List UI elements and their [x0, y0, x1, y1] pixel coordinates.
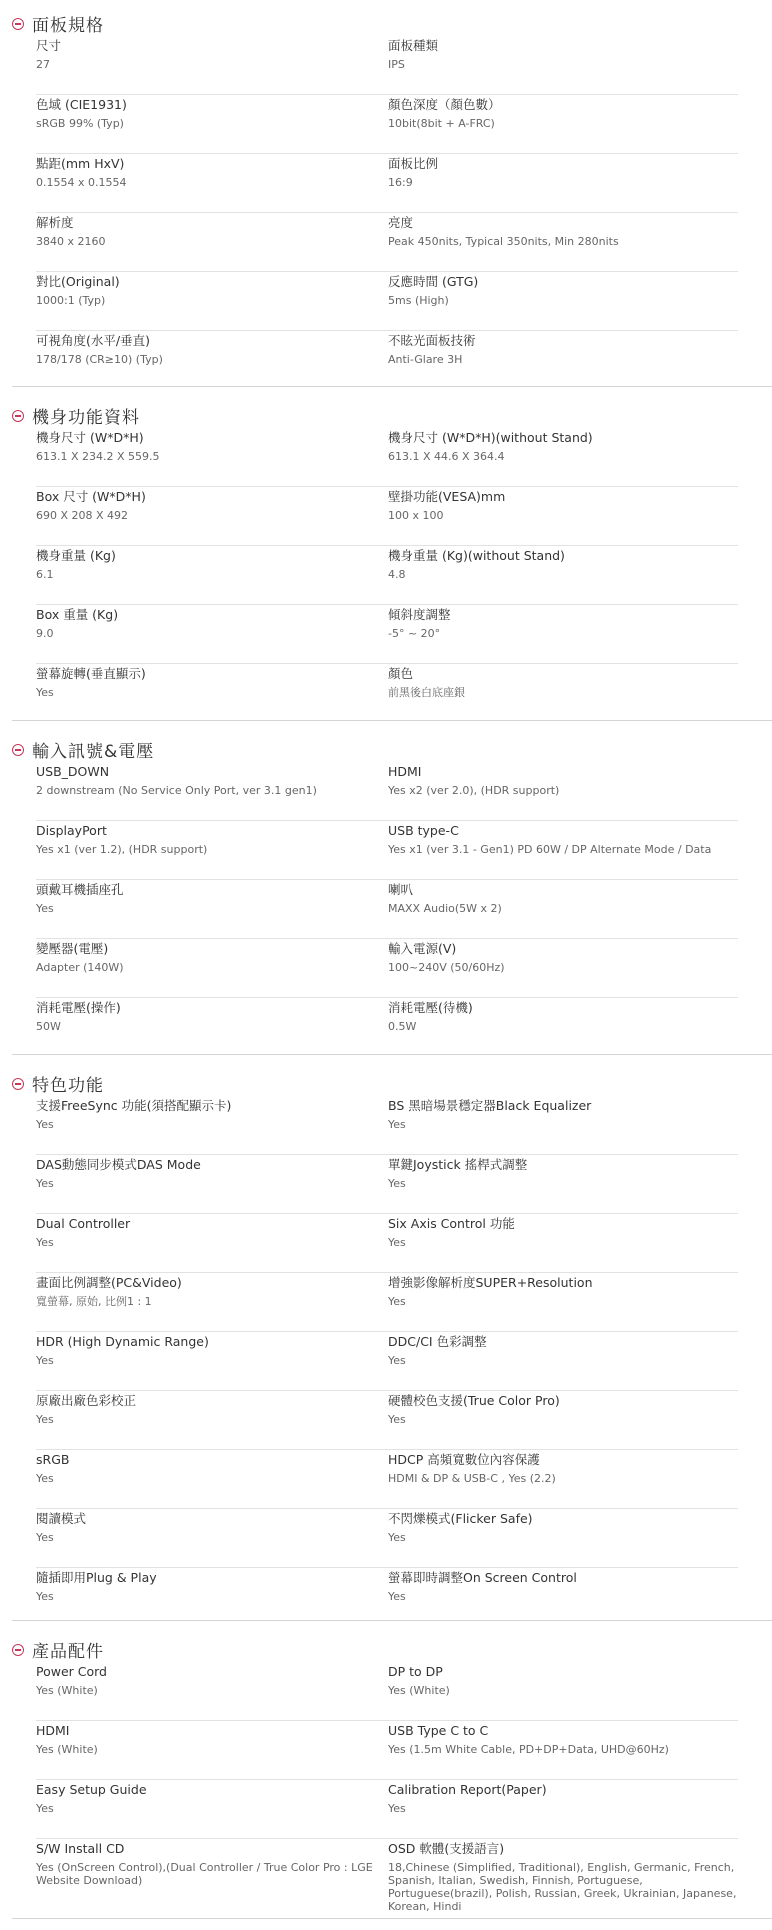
spec-row: [36, 1509, 738, 1568]
spec-row: [36, 154, 738, 213]
spec-rows: [36, 428, 738, 722]
spec-value: Yes: [36, 1531, 54, 1544]
spec-item: [36, 156, 376, 189]
section-header[interactable]: [0, 6, 772, 36]
spec-label: 閱讀模式: [36, 1511, 87, 1526]
spec-label: Easy Setup Guide: [36, 1782, 147, 1797]
spec-label: 壁掛功能(VESA)mm: [388, 489, 506, 504]
spec-label: 機身重量 (Kg): [36, 548, 116, 563]
spec-label: BS 黑暗場景穩定器Black Equalizer: [388, 1098, 592, 1113]
spec-label: 不眩光面板技術: [388, 333, 476, 348]
spec-value: 3840 x 2160: [36, 235, 106, 248]
spec-value: Yes (White): [388, 1684, 450, 1697]
spec-label: 解析度: [36, 215, 74, 230]
spec-value: Yes: [36, 686, 54, 699]
spec-item: [36, 607, 376, 640]
spec-row: [36, 487, 738, 546]
spec-row: [36, 1214, 738, 1273]
spec-item: [388, 666, 738, 699]
spec-item: [388, 489, 738, 522]
spec-rows: [36, 1662, 738, 1919]
section-title: 機身功能資料: [32, 408, 140, 428]
spec-value: Yes: [388, 1295, 406, 1308]
spec-label: 變壓器(電壓): [36, 941, 109, 956]
spec-value: Yes: [388, 1413, 406, 1426]
spec-value: Yes: [36, 1590, 54, 1603]
spec-label: 隨插即用Plug & Play: [36, 1570, 157, 1585]
spec-row: [36, 36, 738, 95]
spec-item: [36, 1216, 376, 1249]
spec-label: HDMI: [388, 764, 422, 779]
spec-value: 10bit(8bit + A-FRC): [388, 117, 495, 130]
spec-value: Yes: [388, 1590, 406, 1603]
spec-row: [36, 1450, 738, 1509]
collapse-minus-icon[interactable]: [12, 410, 24, 422]
spec-value: 0.5W: [388, 1020, 417, 1033]
spec-rows: [36, 1096, 738, 1626]
spec-label: HDCP 高頻寬數位內容保護: [388, 1452, 540, 1467]
spec-item: [388, 430, 738, 463]
spec-label: 不閃爍模式(Flicker Safe): [388, 1511, 533, 1526]
spec-value: 4.8: [388, 568, 406, 581]
spec-item: [388, 1334, 738, 1367]
spec-value: Yes x1 (ver 1.2), (HDR support): [36, 843, 208, 856]
spec-row: [36, 1780, 738, 1839]
spec-value: Yes (1.5m White Cable, PD+DP+Data, UHD@60Hz): [388, 1743, 669, 1756]
spec-item: [388, 1723, 738, 1756]
section-divider: [12, 1918, 772, 1919]
spec-item: [388, 1511, 738, 1544]
spec-section: [0, 1066, 772, 1622]
section-divider: [12, 720, 772, 721]
collapse-minus-icon[interactable]: [12, 18, 24, 30]
spec-value: 16:9: [388, 176, 413, 189]
spec-item: [388, 1275, 738, 1308]
section-title: 輸入訊號&電壓: [32, 742, 155, 762]
spec-item: [388, 38, 738, 71]
spec-label: DDC/CI 色彩調整: [388, 1334, 487, 1349]
spec-item: [36, 38, 376, 71]
spec-value: Yes: [36, 1354, 54, 1367]
spec-label: USB Type C to C: [388, 1723, 489, 1738]
spec-item: [388, 1216, 738, 1249]
spec-value: Anti-Glare 3H: [388, 353, 463, 366]
spec-item: [36, 1841, 376, 1887]
spec-label: 支援FreeSync 功能(須搭配顯示卡): [36, 1098, 232, 1113]
section-header[interactable]: [0, 1066, 772, 1096]
spec-label: DP to DP: [388, 1664, 443, 1679]
spec-label: Power Cord: [36, 1664, 107, 1679]
spec-value: Yes: [36, 1802, 54, 1815]
spec-item: [36, 666, 376, 699]
spec-item: [388, 156, 738, 189]
spec-value: MAXX Audio(5W x 2): [388, 902, 502, 915]
spec-value: Yes: [36, 1177, 54, 1190]
spec-item: [36, 941, 376, 974]
spec-item: [36, 97, 376, 130]
spec-label: Calibration Report(Paper): [388, 1782, 547, 1797]
spec-value: 前黑後白底座銀: [388, 686, 465, 699]
spec-value: Yes (White): [36, 1743, 98, 1756]
spec-value: Yes: [36, 902, 54, 915]
spec-label: DisplayPort: [36, 823, 107, 838]
spec-value: 2 downstream (No Service Only Port, ver 3.1 gen1): [36, 784, 317, 797]
spec-rows: [36, 762, 738, 1056]
spec-item: [388, 882, 738, 915]
spec-value: Yes: [388, 1177, 406, 1190]
spec-row: [36, 213, 738, 272]
section-header[interactable]: [0, 398, 772, 428]
section-header[interactable]: [0, 732, 772, 762]
spec-row: [36, 331, 738, 389]
spec-value: Yes: [388, 1236, 406, 1249]
spec-label: 畫面比例調整(PC&Video): [36, 1275, 182, 1290]
spec-item: [388, 1157, 738, 1190]
spec-item: [36, 1782, 376, 1815]
spec-row: [36, 1721, 738, 1780]
spec-item: [36, 764, 376, 797]
spec-value: 27: [36, 58, 50, 71]
spec-label: 反應時間 (GTG): [388, 274, 479, 289]
spec-item: [388, 1393, 738, 1426]
spec-item: [388, 1841, 738, 1913]
spec-label: 面板種類: [388, 38, 439, 53]
section-divider: [12, 386, 772, 387]
spec-label: 色域 (CIE1931): [36, 97, 127, 112]
spec-value: 18,Chinese (Simplified, Traditional), English, Germanic, French, Spanish, Italian, Swedish, Finnish, Portuguese, Portuguese(brazil), Polish, Russian, Greek, Ukrainian, Japanese, Korean, Hindi: [388, 1861, 737, 1913]
spec-item: [36, 1098, 376, 1131]
spec-item: [388, 548, 738, 581]
spec-row: [36, 821, 738, 880]
spec-label: 機身尺寸 (W*D*H)(without Stand): [388, 430, 593, 445]
spec-item: [36, 489, 376, 522]
spec-label: 機身尺寸 (W*D*H): [36, 430, 144, 445]
section-header[interactable]: [0, 1632, 772, 1662]
spec-label: Six Axis Control 功能: [388, 1216, 515, 1231]
spec-item: [36, 1511, 376, 1544]
spec-item: [388, 607, 738, 640]
spec-section: [0, 398, 772, 722]
spec-value: Yes: [36, 1413, 54, 1426]
spec-row: [36, 1096, 738, 1155]
section-divider: [12, 1054, 772, 1055]
section-title: 面板規格: [32, 16, 104, 36]
spec-value: 0.1554 x 0.1554: [36, 176, 127, 189]
spec-item: [388, 274, 738, 307]
spec-item: [36, 1000, 376, 1033]
spec-row: [36, 1662, 738, 1721]
spec-label: 頭戴耳機插座孔: [36, 882, 124, 897]
spec-item: [388, 1098, 738, 1131]
spec-section: [0, 6, 772, 388]
spec-value: 50W: [36, 1020, 61, 1033]
spec-row: [36, 1568, 738, 1626]
spec-label: OSD 軟體(支援語言): [388, 1841, 505, 1856]
spec-item: [388, 215, 738, 248]
spec-row: [36, 1155, 738, 1214]
spec-label: 原廠出廠色彩校正: [36, 1393, 137, 1408]
spec-row: [36, 428, 738, 487]
spec-value: 1000:1 (Typ): [36, 294, 106, 307]
spec-item: [388, 941, 738, 974]
section-title: 特色功能: [32, 1076, 104, 1096]
collapse-minus-icon[interactable]: [12, 1644, 24, 1656]
spec-value: Yes x2 (ver 2.0), (HDR support): [388, 784, 560, 797]
spec-label: 傾斜度調整: [388, 607, 451, 622]
spec-value: Yes x1 (ver 3.1 - Gen1) PD 60W / DP Alternate Mode / Data: [388, 843, 712, 856]
spec-item: [388, 764, 738, 797]
spec-value: 寬螢幕, 原始, 比例1 : 1: [36, 1295, 152, 1308]
spec-item: [36, 430, 376, 463]
spec-value: Yes: [36, 1118, 54, 1131]
spec-label: 機身重量 (Kg)(without Stand): [388, 548, 565, 563]
spec-item: [36, 1393, 376, 1426]
spec-item: [36, 1452, 376, 1485]
spec-value: Yes: [36, 1472, 54, 1485]
spec-value: 100~240V (50/60Hz): [388, 961, 505, 974]
spec-value: 178/178 (CR≥10) (Typ): [36, 353, 163, 366]
spec-label: 亮度: [388, 215, 414, 230]
spec-row: [36, 998, 738, 1056]
spec-item: [36, 1275, 376, 1308]
spec-label: 單鍵Joystick 搖桿式調整: [388, 1157, 528, 1172]
spec-row: [36, 95, 738, 154]
spec-item: [388, 333, 738, 366]
spec-label: S/W Install CD: [36, 1841, 125, 1856]
spec-row: [36, 1332, 738, 1391]
spec-row: [36, 939, 738, 998]
spec-label: 顏色深度（顏色數）: [388, 97, 501, 112]
spec-label: 點距(mm HxV): [36, 156, 125, 171]
spec-label: HDMI: [36, 1723, 70, 1738]
collapse-minus-icon[interactable]: [12, 744, 24, 756]
spec-label: 面板比例: [388, 156, 439, 171]
spec-value: 5ms (High): [388, 294, 449, 307]
spec-label: 消耗電壓(操作): [36, 1000, 121, 1015]
spec-value: Yes: [388, 1354, 406, 1367]
spec-value: Peak 450nits, Typical 350nits, Min 280nits: [388, 235, 619, 248]
spec-value: 6.1: [36, 568, 54, 581]
spec-label: Box 尺寸 (W*D*H): [36, 489, 146, 504]
spec-label: DAS動態同步模式DAS Mode: [36, 1157, 201, 1172]
spec-item: [36, 333, 376, 366]
spec-label: Box 重量 (Kg): [36, 607, 119, 622]
spec-row: [36, 1839, 738, 1919]
spec-label: 消耗電壓(待機): [388, 1000, 473, 1015]
spec-value: 100 x 100: [388, 509, 444, 522]
spec-label: 對比(Original): [36, 274, 120, 289]
section-title: 產品配件: [32, 1642, 104, 1662]
spec-value: Yes: [36, 1236, 54, 1249]
spec-label: USB_DOWN: [36, 764, 110, 779]
spec-row: [36, 1273, 738, 1332]
spec-value: -5° ~ 20°: [388, 627, 441, 640]
spec-value: Yes: [388, 1118, 406, 1131]
spec-label: 尺寸: [36, 38, 62, 53]
spec-label: 顏色: [388, 666, 414, 681]
spec-value: HDMI & DP & USB-C , Yes (2.2): [388, 1472, 556, 1485]
spec-value: Adapter (140W): [36, 961, 124, 974]
spec-label: Dual Controller: [36, 1216, 131, 1231]
spec-value: sRGB 99% (Typ): [36, 117, 124, 130]
spec-value: IPS: [388, 58, 405, 71]
spec-item: [36, 548, 376, 581]
spec-value: Yes: [388, 1531, 406, 1544]
spec-item: [388, 1664, 738, 1697]
spec-item: [36, 1664, 376, 1697]
spec-row: [36, 546, 738, 605]
spec-section: [0, 732, 772, 1056]
spec-label: 螢幕即時調整On Screen Control: [388, 1570, 577, 1585]
spec-label: 可視角度(水平/垂直): [36, 333, 150, 348]
spec-item: [36, 1570, 376, 1603]
spec-item: [388, 1452, 738, 1485]
spec-row: [36, 272, 738, 331]
spec-value: Yes (White): [36, 1684, 98, 1697]
spec-item: [388, 823, 738, 856]
spec-item: [388, 97, 738, 130]
section-divider: [12, 1620, 772, 1621]
spec-item: [388, 1000, 738, 1033]
spec-item: [36, 1723, 376, 1756]
spec-rows: [36, 36, 738, 389]
spec-item: [36, 882, 376, 915]
spec-value: 690 X 208 X 492: [36, 509, 129, 522]
spec-row: [36, 605, 738, 664]
spec-label: 喇叭: [388, 882, 414, 897]
spec-label: USB type-C: [388, 823, 459, 838]
spec-item: [388, 1782, 738, 1815]
spec-row: [36, 880, 738, 939]
spec-label: 螢幕旋轉(垂直顯示): [36, 666, 146, 681]
spec-label: 增強影像解析度SUPER+Resolution: [388, 1275, 593, 1290]
spec-value: 9.0: [36, 627, 54, 640]
spec-row: [36, 762, 738, 821]
spec-item: [388, 1570, 738, 1603]
spec-section: [0, 1632, 772, 1920]
spec-label: HDR (High Dynamic Range): [36, 1334, 209, 1349]
spec-row: [36, 664, 738, 722]
spec-item: [36, 1334, 376, 1367]
spec-label: 硬體校色支援(True Color Pro): [388, 1393, 560, 1408]
spec-label: 輸入電源(V): [388, 941, 457, 956]
spec-value: 613.1 X 234.2 X 559.5: [36, 450, 160, 463]
spec-item: [36, 823, 376, 856]
spec-label: sRGB: [36, 1452, 70, 1467]
collapse-minus-icon[interactable]: [12, 1078, 24, 1090]
spec-value: Yes: [388, 1802, 406, 1815]
spec-value: 613.1 X 44.6 X 364.4: [388, 450, 505, 463]
spec-row: [36, 1391, 738, 1450]
spec-value: Yes (OnScreen Control),(Dual Controller / True Color Pro : LGE Website Download): [36, 1861, 373, 1887]
spec-item: [36, 215, 376, 248]
spec-item: [36, 1157, 376, 1190]
spec-item: [36, 274, 376, 307]
